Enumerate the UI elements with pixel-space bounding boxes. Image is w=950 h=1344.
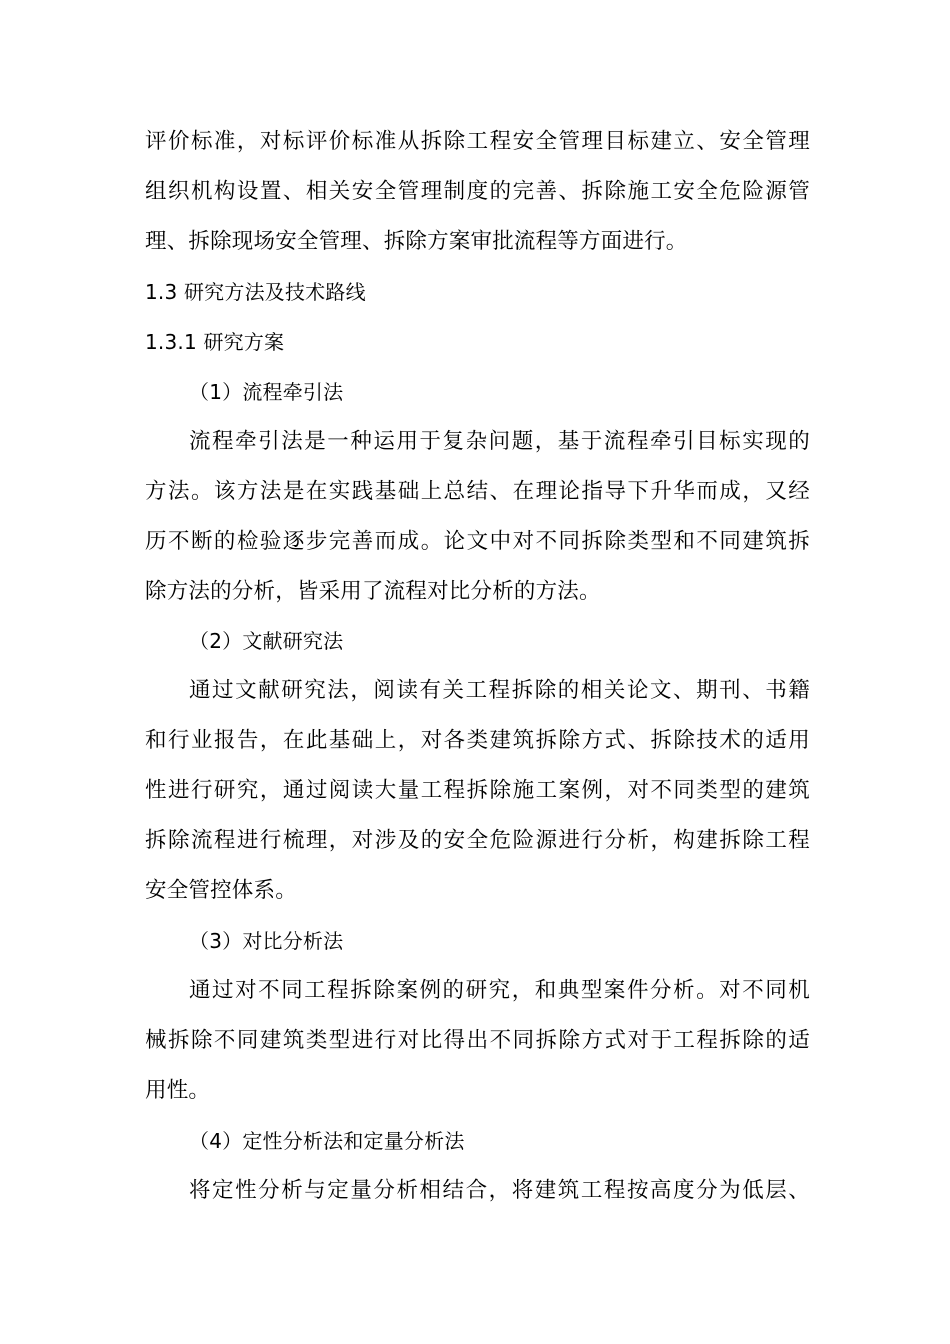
paragraph-line: 通过对不同工程拆除案例的研究，和典型案件分析。对不同机 (189, 978, 810, 1003)
method-heading: （3）对比分析法 (189, 929, 344, 953)
paragraph-line: 用性。 (145, 1078, 211, 1103)
paragraph-line: 性进行研究，通过阅读大量工程拆除施工案例，对不同类型的建筑 (145, 778, 810, 803)
section-heading: 1.3 研究方法及技术路线 (145, 280, 366, 304)
paragraph-line: 组织机构设置、相关安全管理制度的完善、拆除施工安全危险源管 (145, 179, 810, 204)
method-heading: （4）定性分析法和定量分析法 (189, 1129, 465, 1153)
paragraph-line: 方法。该方法是在实践基础上总结、在理论指导下升华而成，又经 (145, 479, 810, 504)
subsection-heading: 1.3.1 研究方案 (145, 330, 285, 354)
paragraph-line: 除方法的分析，皆采用了流程对比分析的方法。 (145, 579, 601, 604)
paragraph-line: 评价标准，对标评价标准从拆除工程安全管理目标建立、安全管理 (145, 129, 810, 154)
paragraph-line: 拆除流程进行梳理，对涉及的安全危险源进行分析，构建拆除工程 (145, 828, 810, 853)
paragraph-line: 将定性分析与定量分析相结合，将建筑工程按高度分为低层、 (189, 1178, 810, 1203)
paragraph-line: 通过文献研究法，阅读有关工程拆除的相关论文、期刊、书籍 (189, 678, 810, 703)
paragraph-line: 械拆除不同建筑类型进行对比得出不同拆除方式对于工程拆除的适 (145, 1028, 810, 1053)
paragraph-line: 和行业报告，在此基础上，对各类建筑拆除方式、拆除技术的适用 (145, 728, 810, 753)
method-heading: （2）文献研究法 (189, 629, 344, 653)
method-heading: （1）流程牵引法 (189, 380, 344, 404)
paragraph-line: 安全管控体系。 (145, 878, 297, 903)
paragraph-line: 流程牵引法是一种运用于复杂问题，基于流程牵引目标实现的 (189, 429, 810, 454)
paragraph-line: 历不断的检验逐步完善而成。论文中对不同拆除类型和不同建筑拆 (145, 529, 810, 554)
paragraph-line: 理、拆除现场安全管理、拆除方案审批流程等方面进行。 (145, 229, 688, 254)
